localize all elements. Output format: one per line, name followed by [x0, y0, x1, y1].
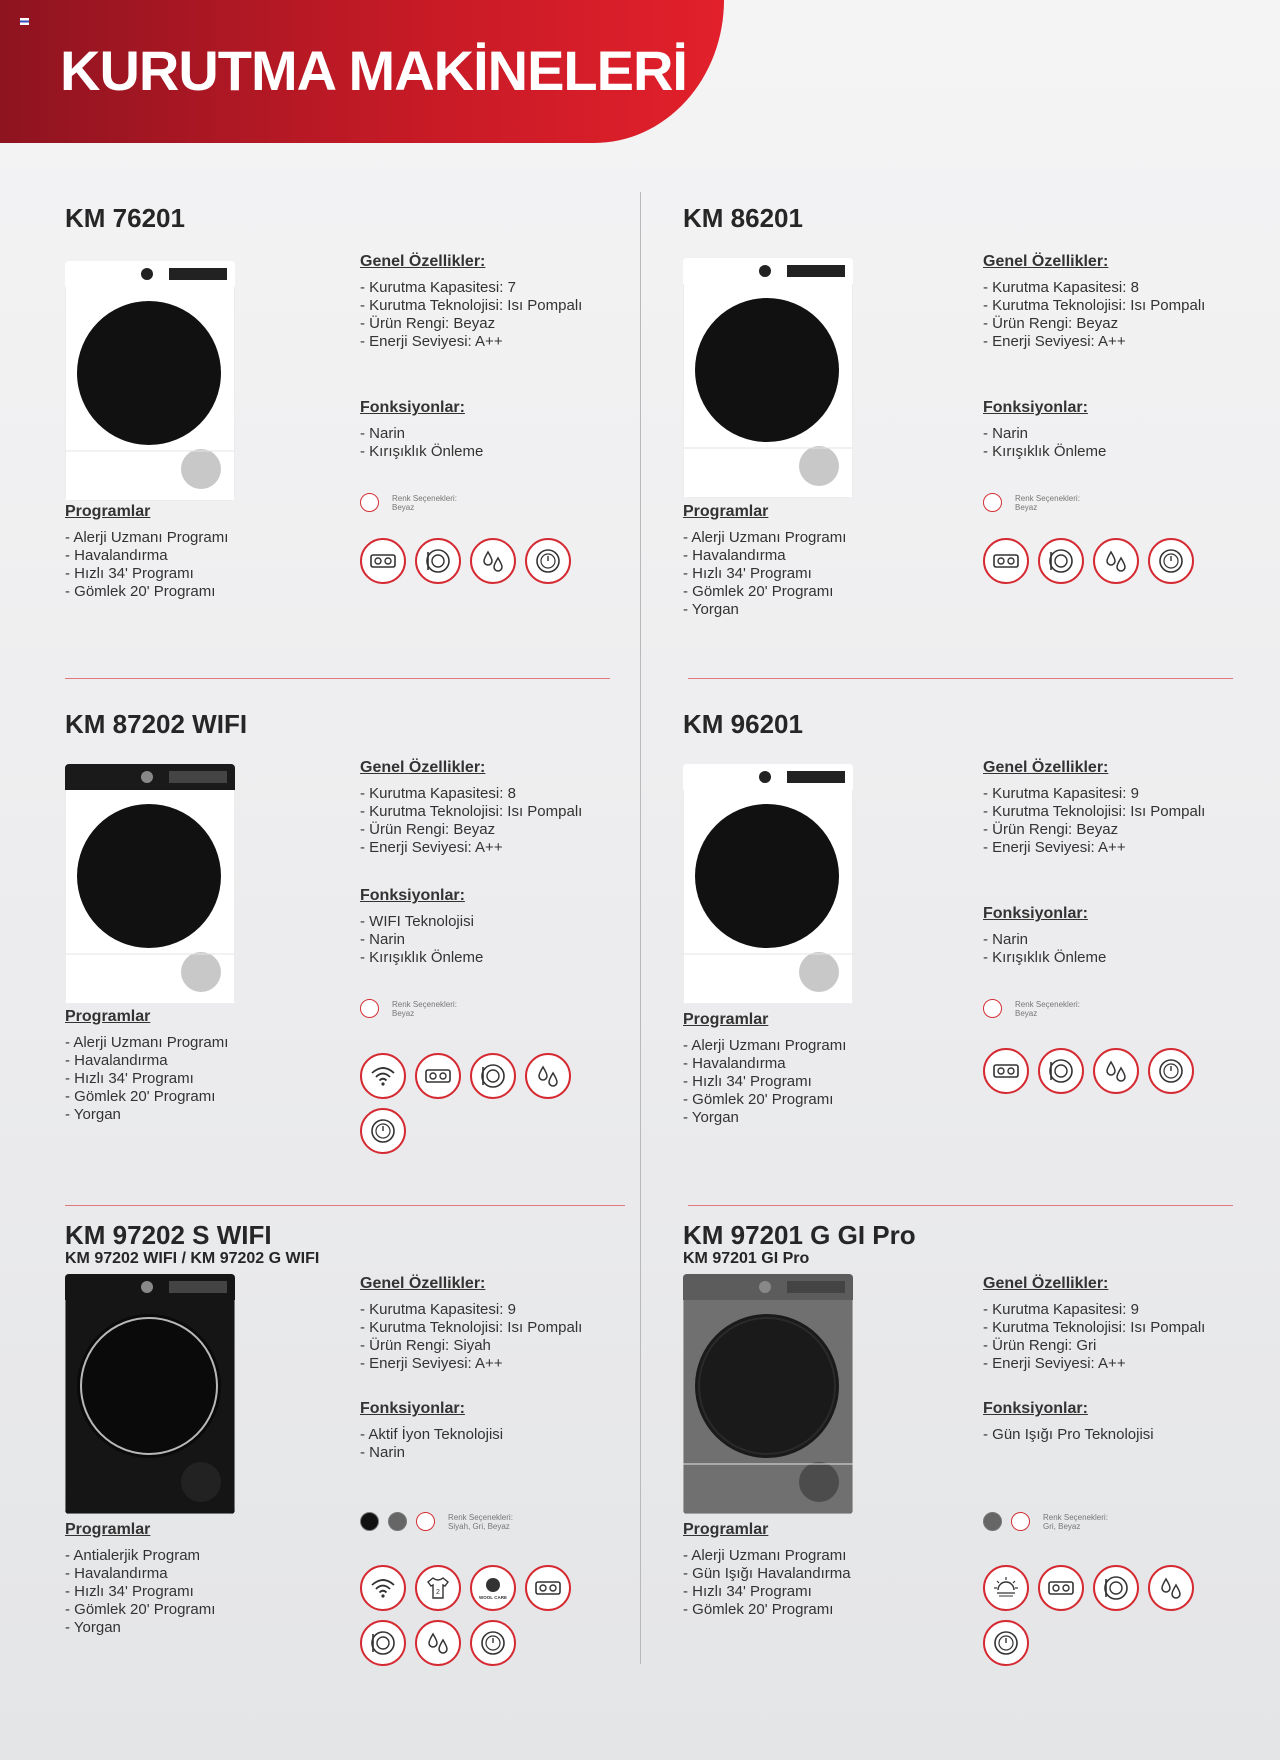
list-item: - Ürün Rengi: Beyaz: [360, 315, 582, 333]
list-item: - Kurutma Kapasitesi: 8: [983, 279, 1205, 297]
list-item: - Kurutma Kapasitesi: 9: [983, 1301, 1205, 1319]
list-item: - Kurutma Kapasitesi: 9: [360, 1301, 582, 1319]
list-item: - Hızlı 34' Programı: [65, 565, 228, 583]
product-name: KM 97201 G GI Pro: [683, 1220, 916, 1250]
color-options-label: Renk Seçenekleri: Beyaz: [1015, 493, 1080, 512]
list-item: - Narin: [360, 931, 483, 949]
list-item: - Gömlek 20' Programı: [683, 1091, 846, 1109]
list-item: - Narin: [360, 425, 483, 443]
drum-icon: [1038, 1048, 1084, 1094]
color-options: [360, 999, 457, 1018]
color-swatch[interactable]: [360, 493, 379, 512]
functions: [360, 887, 483, 967]
row-divider: [688, 1205, 1233, 1206]
list-item: - Enerji Seviyesi: A++: [983, 333, 1205, 351]
color-swatch[interactable]: [360, 999, 379, 1018]
functions-title: Fonksiyonlar:: [360, 1400, 465, 1417]
drops-icon: [1093, 538, 1139, 584]
list-item: - Gün Işığı Pro Teknolojisi: [983, 1426, 1154, 1444]
programs: [65, 1008, 228, 1124]
color-swatch[interactable]: [1011, 1512, 1030, 1531]
list-item: - Gömlek 20' Programı: [65, 583, 228, 601]
list-item: - Aktif İyon Teknolojisi: [360, 1426, 503, 1444]
wool-care-icon: [470, 1565, 516, 1611]
general-features-title: Genel Özellikler:: [983, 253, 1109, 270]
color-options-label: Renk Seçenekleri: Siyah, Gri, Beyaz: [448, 1512, 513, 1531]
general-features: [360, 1275, 582, 1373]
general-features: [360, 253, 582, 351]
programs: [683, 1011, 846, 1127]
product-name: KM 86201: [683, 203, 803, 233]
timer-icon: [1148, 538, 1194, 584]
programs-title: Programlar: [683, 503, 769, 520]
sunlight-icon: [983, 1565, 1029, 1611]
feature-icons: [983, 1565, 1213, 1666]
list-item: - Kurutma Kapasitesi: 8: [360, 785, 582, 803]
general-features-title: Genel Özellikler:: [360, 759, 486, 776]
color-options: [360, 493, 457, 512]
list-item: - Ürün Rengi: Beyaz: [983, 315, 1205, 333]
list-item: - Gömlek 20' Programı: [683, 583, 846, 601]
programs: [65, 503, 228, 601]
feature-icons: [983, 538, 1213, 584]
list-item: - Enerji Seviyesi: A++: [360, 1355, 582, 1373]
list-item: - Alerji Uzmanı Programı: [683, 1547, 851, 1565]
drops-icon: [470, 538, 516, 584]
sensor-icon: [983, 1048, 1029, 1094]
row-divider: [65, 678, 610, 679]
column-divider: [640, 192, 641, 1664]
list-item: - Gömlek 20' Programı: [65, 1088, 228, 1106]
list-item: - Kırışıklık Önleme: [983, 949, 1106, 967]
sensor-icon: [415, 1053, 461, 1099]
page-header: [0, 0, 724, 143]
color-options-label: Renk Seçenekleri: Gri, Beyaz: [1043, 1512, 1108, 1531]
list-item: - Narin: [983, 931, 1106, 949]
list-item: - Kırışıklık Önleme: [360, 949, 483, 967]
list-item: - Kurutma Kapasitesi: 7: [360, 279, 582, 297]
list-item: - Ürün Rengi: Gri: [983, 1337, 1205, 1355]
product-card: [683, 203, 1243, 653]
color-swatch[interactable]: [360, 1512, 379, 1531]
general-features-title: Genel Özellikler:: [360, 253, 486, 270]
list-item: - Havalandırma: [65, 1052, 228, 1070]
list-item: - Alerji Uzmanı Programı: [683, 1037, 846, 1055]
list-item: - Kurutma Teknolojisi: Isı Pompalı: [360, 297, 582, 315]
product-image: [65, 261, 235, 501]
list-item: - Hızlı 34' Programı: [683, 1583, 851, 1601]
list-item: - Narin: [360, 1444, 503, 1462]
programs-title: Programlar: [683, 1521, 769, 1538]
product-card: [683, 1220, 1243, 1670]
color-options-label: Renk Seçenekleri: Beyaz: [392, 999, 457, 1018]
page-title: KURUTMA MAKİNELERİ: [60, 39, 687, 102]
svg-text:WOOL CARE: WOOL CARE: [479, 1595, 507, 1600]
list-item: - Alerji Uzmanı Programı: [65, 1034, 228, 1052]
list-item: - Enerji Seviyesi: A++: [360, 839, 582, 857]
list-item: - Kurutma Teknolojisi: Isı Pompalı: [360, 803, 582, 821]
color-options: [983, 999, 1080, 1018]
timer-icon: [983, 1620, 1029, 1666]
list-item: - Havalandırma: [683, 547, 846, 565]
drops-icon: [525, 1053, 571, 1099]
list-item: - Yorgan: [683, 601, 846, 619]
product-card: [65, 1220, 625, 1670]
product-name: KM 76201: [65, 203, 185, 233]
sensor-icon: [525, 1565, 571, 1611]
list-item: - Kurutma Kapasitesi: 9: [983, 785, 1205, 803]
flag-icon: [20, 18, 29, 25]
timer-icon: [470, 1620, 516, 1666]
svg-text:2: 2: [436, 1589, 440, 1596]
list-item: - Havalandırma: [683, 1055, 846, 1073]
color-swatch[interactable]: [983, 493, 1002, 512]
list-item: - Gömlek 20' Programı: [683, 1601, 851, 1619]
list-item: - Enerji Seviyesi: A++: [360, 333, 582, 351]
general-features-title: Genel Özellikler:: [983, 759, 1109, 776]
list-item: - Hızlı 34' Programı: [65, 1583, 215, 1601]
feature-icons: [360, 1053, 590, 1154]
list-item: - Ürün Rengi: Beyaz: [360, 821, 582, 839]
general-features-title: Genel Özellikler:: [983, 1275, 1109, 1292]
functions-title: Fonksiyonlar:: [983, 1400, 1088, 1417]
list-item: - Kırışıklık Önleme: [983, 443, 1106, 461]
color-options-label: Renk Seçenekleri: Beyaz: [392, 493, 457, 512]
list-item: - Enerji Seviyesi: A++: [983, 839, 1205, 857]
wifi-icon: [360, 1565, 406, 1611]
drops-icon: [1093, 1048, 1139, 1094]
list-item: - Hızlı 34' Programı: [683, 565, 846, 583]
drum-icon: [1093, 1565, 1139, 1611]
general-features: [983, 1275, 1205, 1373]
color-options: [360, 1512, 513, 1531]
drum-icon: [360, 1620, 406, 1666]
product-image: [683, 258, 853, 498]
product-name: KM 96201: [683, 709, 803, 739]
product-subname: KM 97201 GI Pro: [683, 1250, 810, 1267]
drum-icon: [415, 538, 461, 584]
functions: [360, 399, 483, 461]
feature-icons: [983, 1048, 1213, 1094]
color-swatch[interactable]: [388, 1512, 407, 1531]
product-image: [683, 1274, 853, 1514]
list-item: - Kırışıklık Önleme: [360, 443, 483, 461]
wifi-icon: [360, 1053, 406, 1099]
general-features: [983, 253, 1205, 351]
programs-title: Programlar: [65, 1008, 151, 1025]
list-item: - Hızlı 34' Programı: [65, 1070, 228, 1088]
product-card: [65, 709, 625, 1159]
product-name: KM 97202 S WIFI: [65, 1220, 272, 1250]
row-divider: [688, 678, 1233, 679]
color-options-label: Renk Seçenekleri: Beyaz: [1015, 999, 1080, 1018]
list-item: - Havalandırma: [65, 547, 228, 565]
product-name: KM 87202 WIFI: [65, 709, 248, 739]
color-swatch[interactable]: [983, 1512, 1002, 1531]
list-item: - Havalandırma: [65, 1565, 215, 1583]
list-item: - Antialerjik Program: [65, 1547, 215, 1565]
programs: [683, 1521, 851, 1619]
functions: [983, 399, 1106, 461]
product-image: [683, 764, 853, 1004]
product-subname: KM 97202 WIFI / KM 97202 G WIFI: [65, 1250, 320, 1267]
color-options: [983, 1512, 1108, 1531]
product-image: [65, 764, 235, 1004]
timer-icon: [360, 1108, 406, 1154]
list-item: - Kurutma Teknolojisi: Isı Pompalı: [983, 803, 1205, 821]
list-item: - Narin: [983, 425, 1106, 443]
color-options: [983, 493, 1080, 512]
functions-title: Fonksiyonlar:: [360, 887, 465, 904]
general-features: [360, 759, 582, 857]
list-item: - Kurutma Teknolojisi: Isı Pompalı: [360, 1319, 582, 1337]
programs: [65, 1521, 215, 1637]
functions-title: Fonksiyonlar:: [983, 399, 1088, 416]
programs-title: Programlar: [65, 503, 151, 520]
list-item: - Ürün Rengi: Beyaz: [983, 821, 1205, 839]
list-item: - Kurutma Teknolojisi: Isı Pompalı: [983, 1319, 1205, 1337]
product-card: [683, 709, 1243, 1159]
sensor-icon: [983, 538, 1029, 584]
list-item: - Yorgan: [65, 1619, 215, 1637]
drum-icon: [1038, 538, 1084, 584]
list-item: - Kurutma Teknolojisi: Isı Pompalı: [983, 297, 1205, 315]
list-item: - Hızlı 34' Programı: [683, 1073, 846, 1091]
drops-icon: [1148, 1565, 1194, 1611]
functions-title: Fonksiyonlar:: [360, 399, 465, 416]
functions-title: Fonksiyonlar:: [983, 905, 1088, 922]
color-swatch[interactable]: [983, 999, 1002, 1018]
list-item: - Gömlek 20' Programı: [65, 1601, 215, 1619]
list-item: - Alerji Uzmanı Programı: [683, 529, 846, 547]
sensor-icon: [360, 538, 406, 584]
color-swatch[interactable]: [416, 1512, 435, 1531]
list-item: - Ürün Rengi: Siyah: [360, 1337, 582, 1355]
general-features-title: Genel Özellikler:: [360, 1275, 486, 1292]
sensor-icon: [1038, 1565, 1084, 1611]
list-item: - Enerji Seviyesi: A++: [983, 1355, 1205, 1373]
row-divider: [65, 1205, 625, 1206]
programs: [683, 503, 846, 619]
timer-icon: [1148, 1048, 1194, 1094]
functions: [983, 1400, 1154, 1444]
drum-icon: [470, 1053, 516, 1099]
general-features: [983, 759, 1205, 857]
product-card: [65, 203, 625, 653]
drops-icon: [415, 1620, 461, 1666]
list-item: - Alerji Uzmanı Programı: [65, 529, 228, 547]
programs-title: Programlar: [683, 1011, 769, 1028]
list-item: - Gün Işığı Havalandırma: [683, 1565, 851, 1583]
list-item: - Yorgan: [65, 1106, 228, 1124]
shirt-icon: [415, 1565, 461, 1611]
programs-title: Programlar: [65, 1521, 151, 1538]
functions: [360, 1400, 503, 1462]
functions: [983, 905, 1106, 967]
list-item: - WIFI Teknolojisi: [360, 913, 483, 931]
product-image: [65, 1274, 235, 1514]
feature-icons: [360, 1565, 590, 1666]
timer-icon: [525, 538, 571, 584]
feature-icons: [360, 538, 590, 584]
list-item: - Yorgan: [683, 1109, 846, 1127]
